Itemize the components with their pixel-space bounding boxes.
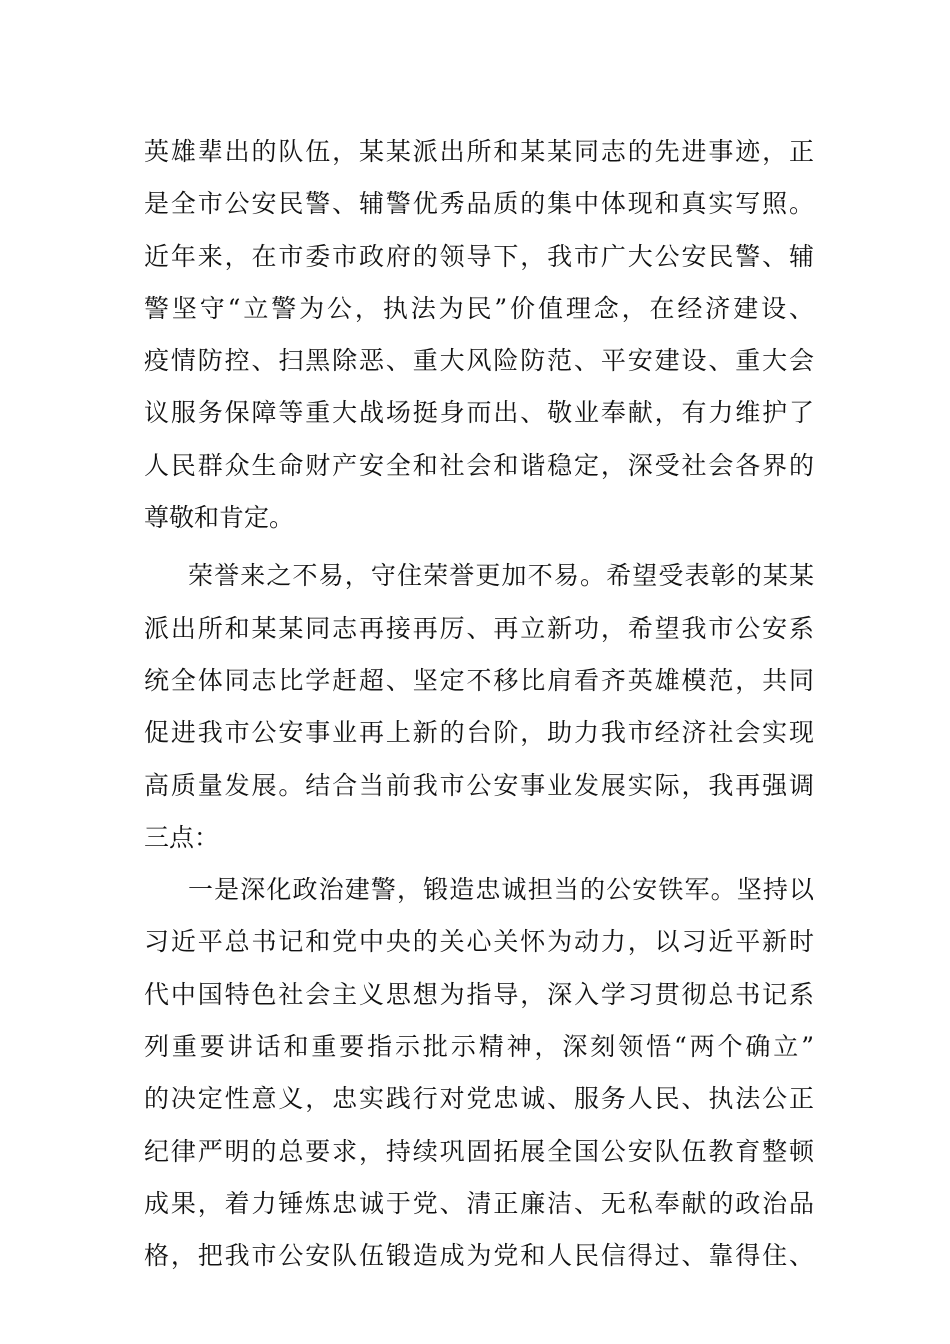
document-body bbox=[144, 126, 814, 1283]
text-line: 习近平总书记和党中央的关心关怀为动力，以习近平新时 bbox=[144, 927, 814, 957]
text-line: 代中国特色社会主义思想为指导，深入学习贯彻总书记系 bbox=[144, 979, 814, 1009]
text-line: 近年来，在市委市政府的领导下，我市广大公安民警、辅 bbox=[144, 241, 814, 271]
text-line: 警坚守“立警为公，执法为民”价值理念，在经济建设、 bbox=[144, 293, 814, 323]
text-line: 英雄辈出的队伍，某某派出所和某某同志的先进事迹，正 bbox=[144, 137, 814, 166]
text-line: 成果，着力锤炼忠诚于党、清正廉洁、无私奉献的政治品 bbox=[144, 1188, 814, 1218]
text-line: 派出所和某某同志再接再厉、再立新功，希望我市公安系 bbox=[144, 613, 814, 643]
text-line: 高质量发展。结合当前我市公安事业发展实际，我再强调 bbox=[144, 770, 814, 800]
text-line: 纪律严明的总要求，持续巩固拓展全国公安队伍教育整顿 bbox=[144, 1136, 814, 1166]
text-line: 荣誉来之不易，守住荣誉更加不易。希望受表彰的某某 bbox=[188, 561, 814, 591]
text-line: 是全市公安民警、辅警优秀品质的集中体现和真实写照。 bbox=[144, 189, 814, 219]
text-line: 人民群众生命财产安全和社会和谐稳定，深受社会各界的 bbox=[144, 450, 814, 480]
text-line: 的决定性意义，忠实践行对党忠诚、服务人民、执法公正 bbox=[144, 1084, 814, 1114]
text-line: 一是深化政治建警，锻造忠诚担当的公安铁军。坚持以 bbox=[188, 875, 814, 905]
text-line: 三点： bbox=[144, 822, 220, 852]
text-line: 统全体同志比学赶超、坚定不移比肩看齐英雄模范，共同 bbox=[144, 665, 814, 695]
text-line: 促进我市公安事业再上新的台阶，助力我市经济社会实现 bbox=[144, 718, 814, 748]
text-line: 疫情防控、扫黑除恶、重大风险防范、平安建设、重大会 bbox=[144, 346, 814, 376]
text-line: 尊敬和肯定。 bbox=[144, 503, 295, 533]
text-line: 议服务保障等重大战场挺身而出、敬业奉献，有力维护了 bbox=[144, 398, 814, 428]
text-line: 格，把我市公安队伍锻造成为党和人民信得过、靠得住、 bbox=[144, 1241, 814, 1271]
text-line: 列重要讲话和重要指示批示精神，深刻领悟“两个确立” bbox=[144, 1032, 814, 1062]
